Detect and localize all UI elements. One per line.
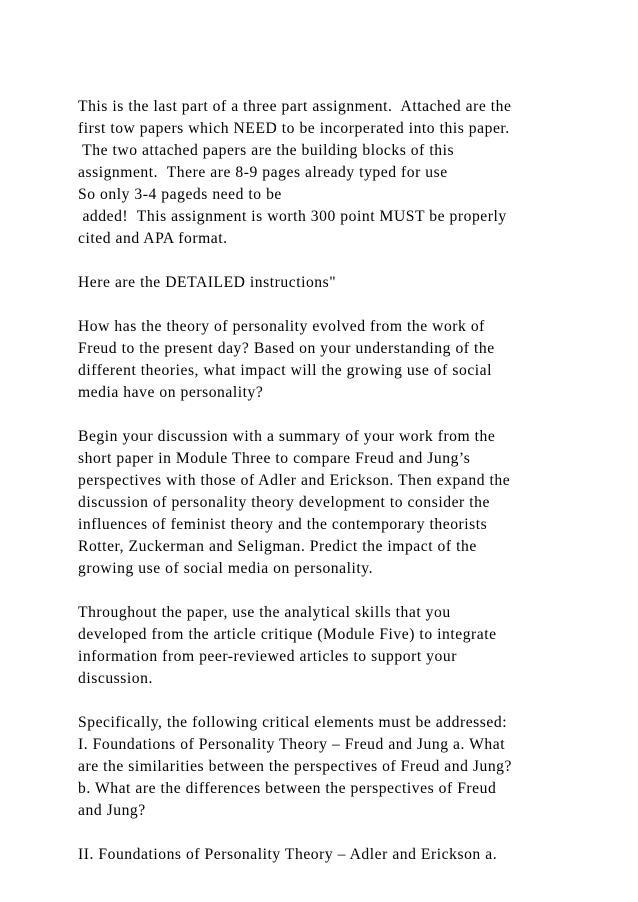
text-line: first tow papers which NEED to be incorperated into this paper. <box>78 120 510 137</box>
text-line: assignment. There are 8-9 pages already typed for use <box>78 164 448 181</box>
text-line: This is the last part of a three part assignment. Attached are the <box>78 98 512 115</box>
text-line: information from peer-reviewed articles to support your <box>78 648 457 665</box>
paragraph-analytical-skills <box>78 602 598 690</box>
text-line: perspectives with those of Adler and Erickson. Then expand the <box>78 472 511 489</box>
document-body <box>78 96 598 888</box>
text-line: developed from the article critique (Module Five) to integrate <box>78 626 497 643</box>
text-line: growing use of social media on personality. <box>78 560 374 577</box>
text-line: different theories, what impact will the growing use of social <box>78 362 493 379</box>
text-line: influences of feminist theory and the contemporary theorists <box>78 516 488 533</box>
text-line: Throughout the paper, use the analytical skills that you <box>78 604 451 621</box>
text-line: added! This assignment is worth 300 point MUST be properly <box>78 208 507 225</box>
paragraph-instructions-heading <box>78 272 598 294</box>
text-line: Rotter, Zuckerman and Seligman. Predict the impact of the <box>78 538 477 555</box>
text-line: II. Foundations of Personality Theory – Adler and Erickson a. <box>78 846 498 863</box>
text-line: Begin your discussion with a summary of your work from the <box>78 428 496 445</box>
text-line: Specifically, the following critical elements must be addressed: <box>78 714 508 731</box>
text-line: are the similarities between the perspectives of Freud and Jung? <box>78 758 513 775</box>
text-line: media have on personality? <box>78 384 264 401</box>
paragraph-question <box>78 316 598 404</box>
text-line: and Jung? <box>78 802 146 819</box>
paragraph-section-two <box>78 844 598 866</box>
text-line: cited and APA format. <box>78 230 228 247</box>
paragraph-discussion-summary <box>78 426 598 580</box>
text-line: The two attached papers are the building blocks of this <box>78 142 455 159</box>
text-line: So only 3-4 pageds need to be <box>78 186 282 203</box>
paragraph-assignment-intro <box>78 96 598 250</box>
text-line: discussion. <box>78 670 153 687</box>
text-line: Freud to the present day? Based on your understanding of the <box>78 340 495 357</box>
paragraph-critical-elements <box>78 712 598 822</box>
text-line: I. Foundations of Personality Theory – Freud and Jung a. What <box>78 736 506 753</box>
text-line: short paper in Module Three to compare Freud and Jung’s <box>78 450 471 467</box>
text-line: discussion of personality theory development to consider the <box>78 494 490 511</box>
text-line: How has the theory of personality evolved from the work of <box>78 318 485 335</box>
text-line: Here are the DETAILED instructions" <box>78 274 337 291</box>
text-line: b. What are the differences between the perspectives of Freud <box>78 780 497 797</box>
